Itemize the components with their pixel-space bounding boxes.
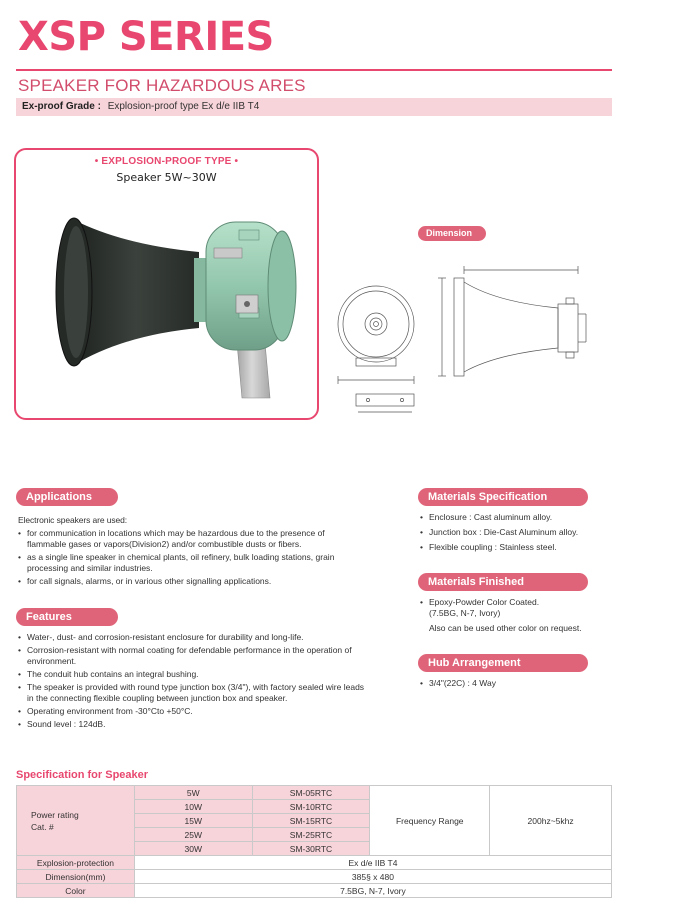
materials-finished-label: Materials Finished [418,573,588,591]
applications-label: Applications [16,488,118,506]
list-item: • Sound level : 124dB. [18,719,368,730]
finish-note: Also can be used other color on request. [429,623,582,633]
page-subtitle: SPEAKER FOR HAZARDOUS ARES [18,76,306,95]
list-item [420,597,610,634]
power-cell: 15W [134,814,252,828]
table-row [17,786,612,800]
dimension-value-cell: 385§ x 480 [134,870,611,884]
list-item: • Junction box : Die-Cast Aluminum alloy. [420,527,610,538]
cat-cell: SM-10RTC [252,800,370,814]
power-cell: 30W [134,842,252,856]
hub-list [420,678,610,691]
table-row [17,856,612,870]
power-cell: 5W [134,786,252,800]
grade-label: Ex-proof Grade : [22,101,101,112]
finish-coating: Epoxy-Powder Color Coated. [429,597,540,607]
list-item: • as a single line speaker in chemical plants, oil refinery, bulk loading stations, grain processing and similar industries. [18,552,363,574]
page-title: XSP SERIES [18,14,274,60]
color-label-cell: Color [17,884,135,898]
list-item: • for call signals, alarms, or in various other signalling applications. [18,576,363,587]
explosion-label-cell: Explosion-protection [17,856,135,870]
list-item: • 3/4"(22C) : 4 Way [420,678,610,689]
list-item: • Flexible coupling : Stainless steel. [420,542,610,553]
list-item: • for communication in locations which may be hazardous due to the presence of flammable gases or vapors(Division2) and/or combustible dusts or fibers. [18,528,363,550]
cat-cell: SM-25RTC [252,828,370,842]
power-cell: 25W [134,828,252,842]
speaker-photo [34,200,304,405]
frequency-value-cell: 200hz~5khz [490,786,612,856]
grade-value: Explosion-proof type Ex d/e IIB T4 [107,101,260,112]
dimension-label: Dimension [418,226,486,241]
materials-spec-label: Materials Specification [418,488,588,506]
features-label: Features [16,608,118,626]
cat-cell: SM-05RTC [252,786,370,800]
title-divider [16,69,612,71]
dimension-drawing [336,262,612,422]
power-rating-cell [17,786,135,856]
cat-cell: SM-30RTC [252,842,370,856]
list-item: • The conduit hub contains an integral bushing. [18,669,368,680]
product-power-label: Speaker 5W~30W [116,171,217,184]
spec-table-title: Specification for Speaker [16,769,149,781]
frequency-label-cell: Frequency Range [370,786,490,856]
cat-label: Cat. # [31,821,54,832]
power-rating-label: Power rating [31,809,79,820]
list-item: • The speaker is provided with round type junction box (3/4"), with factory sealed wire leads in the connecting flexible coupling between junction box and speaker. [18,682,368,704]
explosion-value-cell: Ex d/e IIB T4 [134,856,611,870]
product-photo-box [14,148,319,420]
product-type-label: • EXPLOSION-PROOF TYPE • [94,156,239,167]
features-list [18,632,368,732]
table-row [17,870,612,884]
applications-list [18,528,363,589]
dimension-label-cell: Dimension(mm) [17,870,135,884]
list-item: • Corrosion-resistant with normal coating for defendable performance in the operation of environment. [18,645,368,667]
cat-cell: SM-15RTC [252,814,370,828]
list-item: • Operating environment from -30°Cto +50°C. [18,706,368,717]
hub-arrangement-label: Hub Arrangement [418,654,588,672]
power-cell: 10W [134,800,252,814]
applications-intro: Electronic speakers are used: [18,515,128,525]
finish-colors: (7.5BG, N-7, Ivory) [429,608,501,618]
table-row [17,884,612,898]
list-item: • Water-, dust- and corrosion-resistant enclosure for durability and long-life. [18,632,368,643]
exproof-grade-bar [16,98,612,116]
materials-spec-list [420,512,610,557]
list-item: • Enclosure : Cast aluminum alloy. [420,512,610,523]
materials-finished-list [420,597,610,636]
spec-table [16,785,612,898]
color-value-cell: 7.5BG, N-7, Ivory [134,884,611,898]
